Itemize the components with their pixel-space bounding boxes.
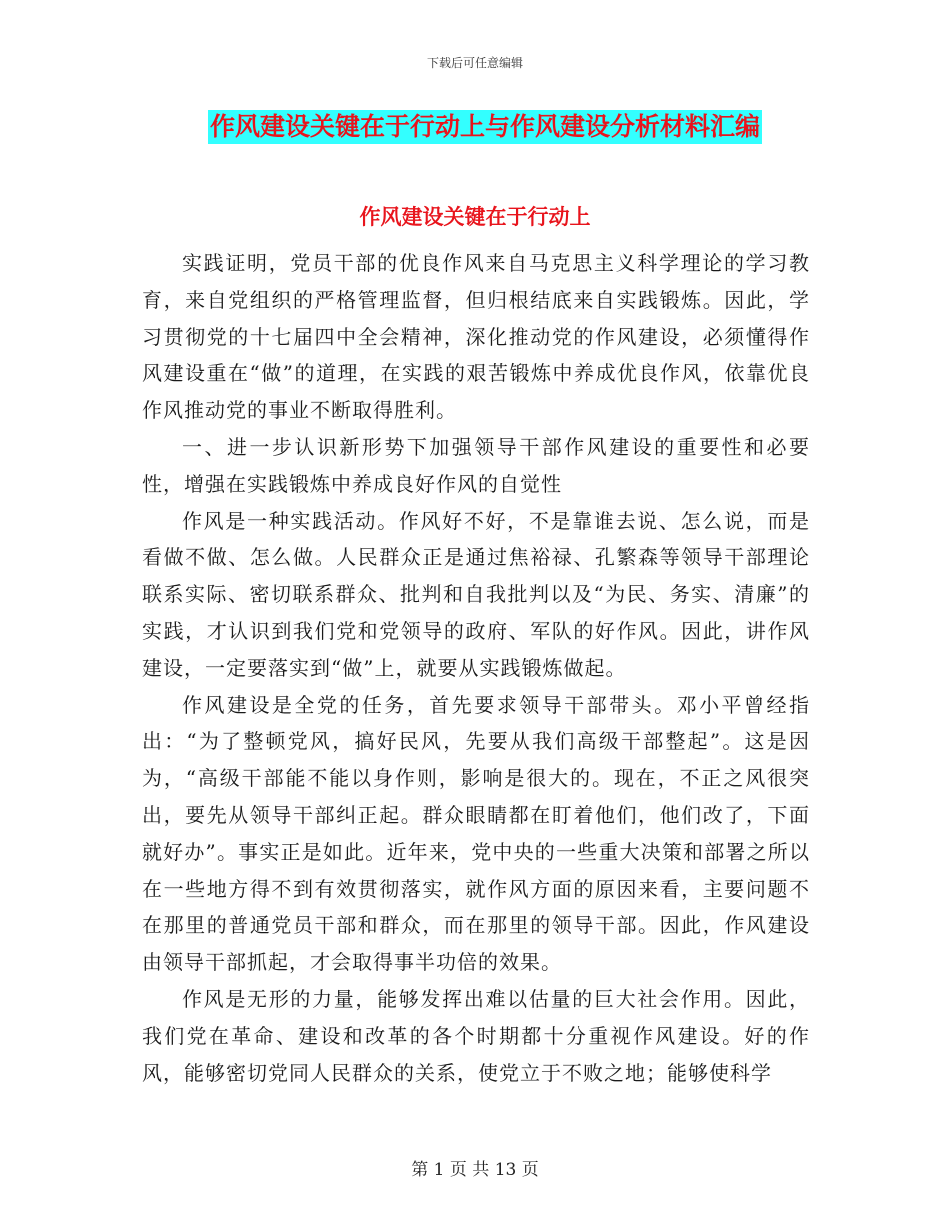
paragraph: 实践证明，党员干部的优良作风来自马克思主义科学理论的学习教育，来自党组织的严格管理监督，但归根结底来自实践锻炼。因此，学习贯彻党的十七届四中全会精神，深化推动党的作风建设，必须懂得作风建设重在“做”的道理，在实践的艰苦锻炼中养成优良作风，依靠优良作风推动党的事业不断取得胜利。	[142, 251, 810, 423]
page-number: 第 1 页 共 13 页	[411, 1160, 539, 1180]
header-note: 下载后可任意编辑	[426, 56, 523, 70]
paragraph: 作风建设是全党的任务，首先要求领导干部带头。邓小平曾经指出：“为了整顿党风，搞好民风，先要从我们高级干部整起”。这是因为，“高级干部能不能以身作则，影响是很大的。现在，不正之风很突出，要先从领导干部纠正起。群众眼睛都在盯着他们，他们改了，下面就好办”。事实正是如此。近年来，党中央的一些重大决策和部署之所以在一些地方得不到有效贯彻落实，就作风方面的原因来看，主要问题不在那里的普通党员干部和群众，而在那里的领导干部。因此，作风建设由领导干部抓起，才会取得事半功倍的效果。	[142, 692, 810, 975]
paragraph: 作风是无形的力量，能够发挥出难以估量的巨大社会作用。因此，我们党在革命、建设和改革的各个时期都十分重视作风建设。好的作风，能够密切党同人民群众的关系，使党立于不败之地；能够使科学	[142, 986, 810, 1085]
paragraph: 作风是一种实践活动。作风好不好，不是靠谁去说、怎么说，而是看做不做、怎么做。人民群众正是通过焦裕禄、孔繁森等领导干部理论联系实际、密切联系群众、批判和自我批判以及“为民、务实、清廉”的实践，才认识到我们党和党领导的政府、军队的好作风。因此，讲作风建设，一定要落实到“做”上，就要从实践锻炼做起。	[142, 508, 810, 680]
section-title: 作风建设关键在于行动上	[359, 205, 591, 229]
document-body	[142, 245, 810, 1091]
paragraph: 一、进一步认识新形势下加强领导干部作风建设的重要性和必要性，增强在实践锻炼中养成良好作风的自觉性	[142, 434, 810, 496]
document-title: 作风建设关键在于行动上与作风建设分析材料汇编	[208, 110, 762, 144]
